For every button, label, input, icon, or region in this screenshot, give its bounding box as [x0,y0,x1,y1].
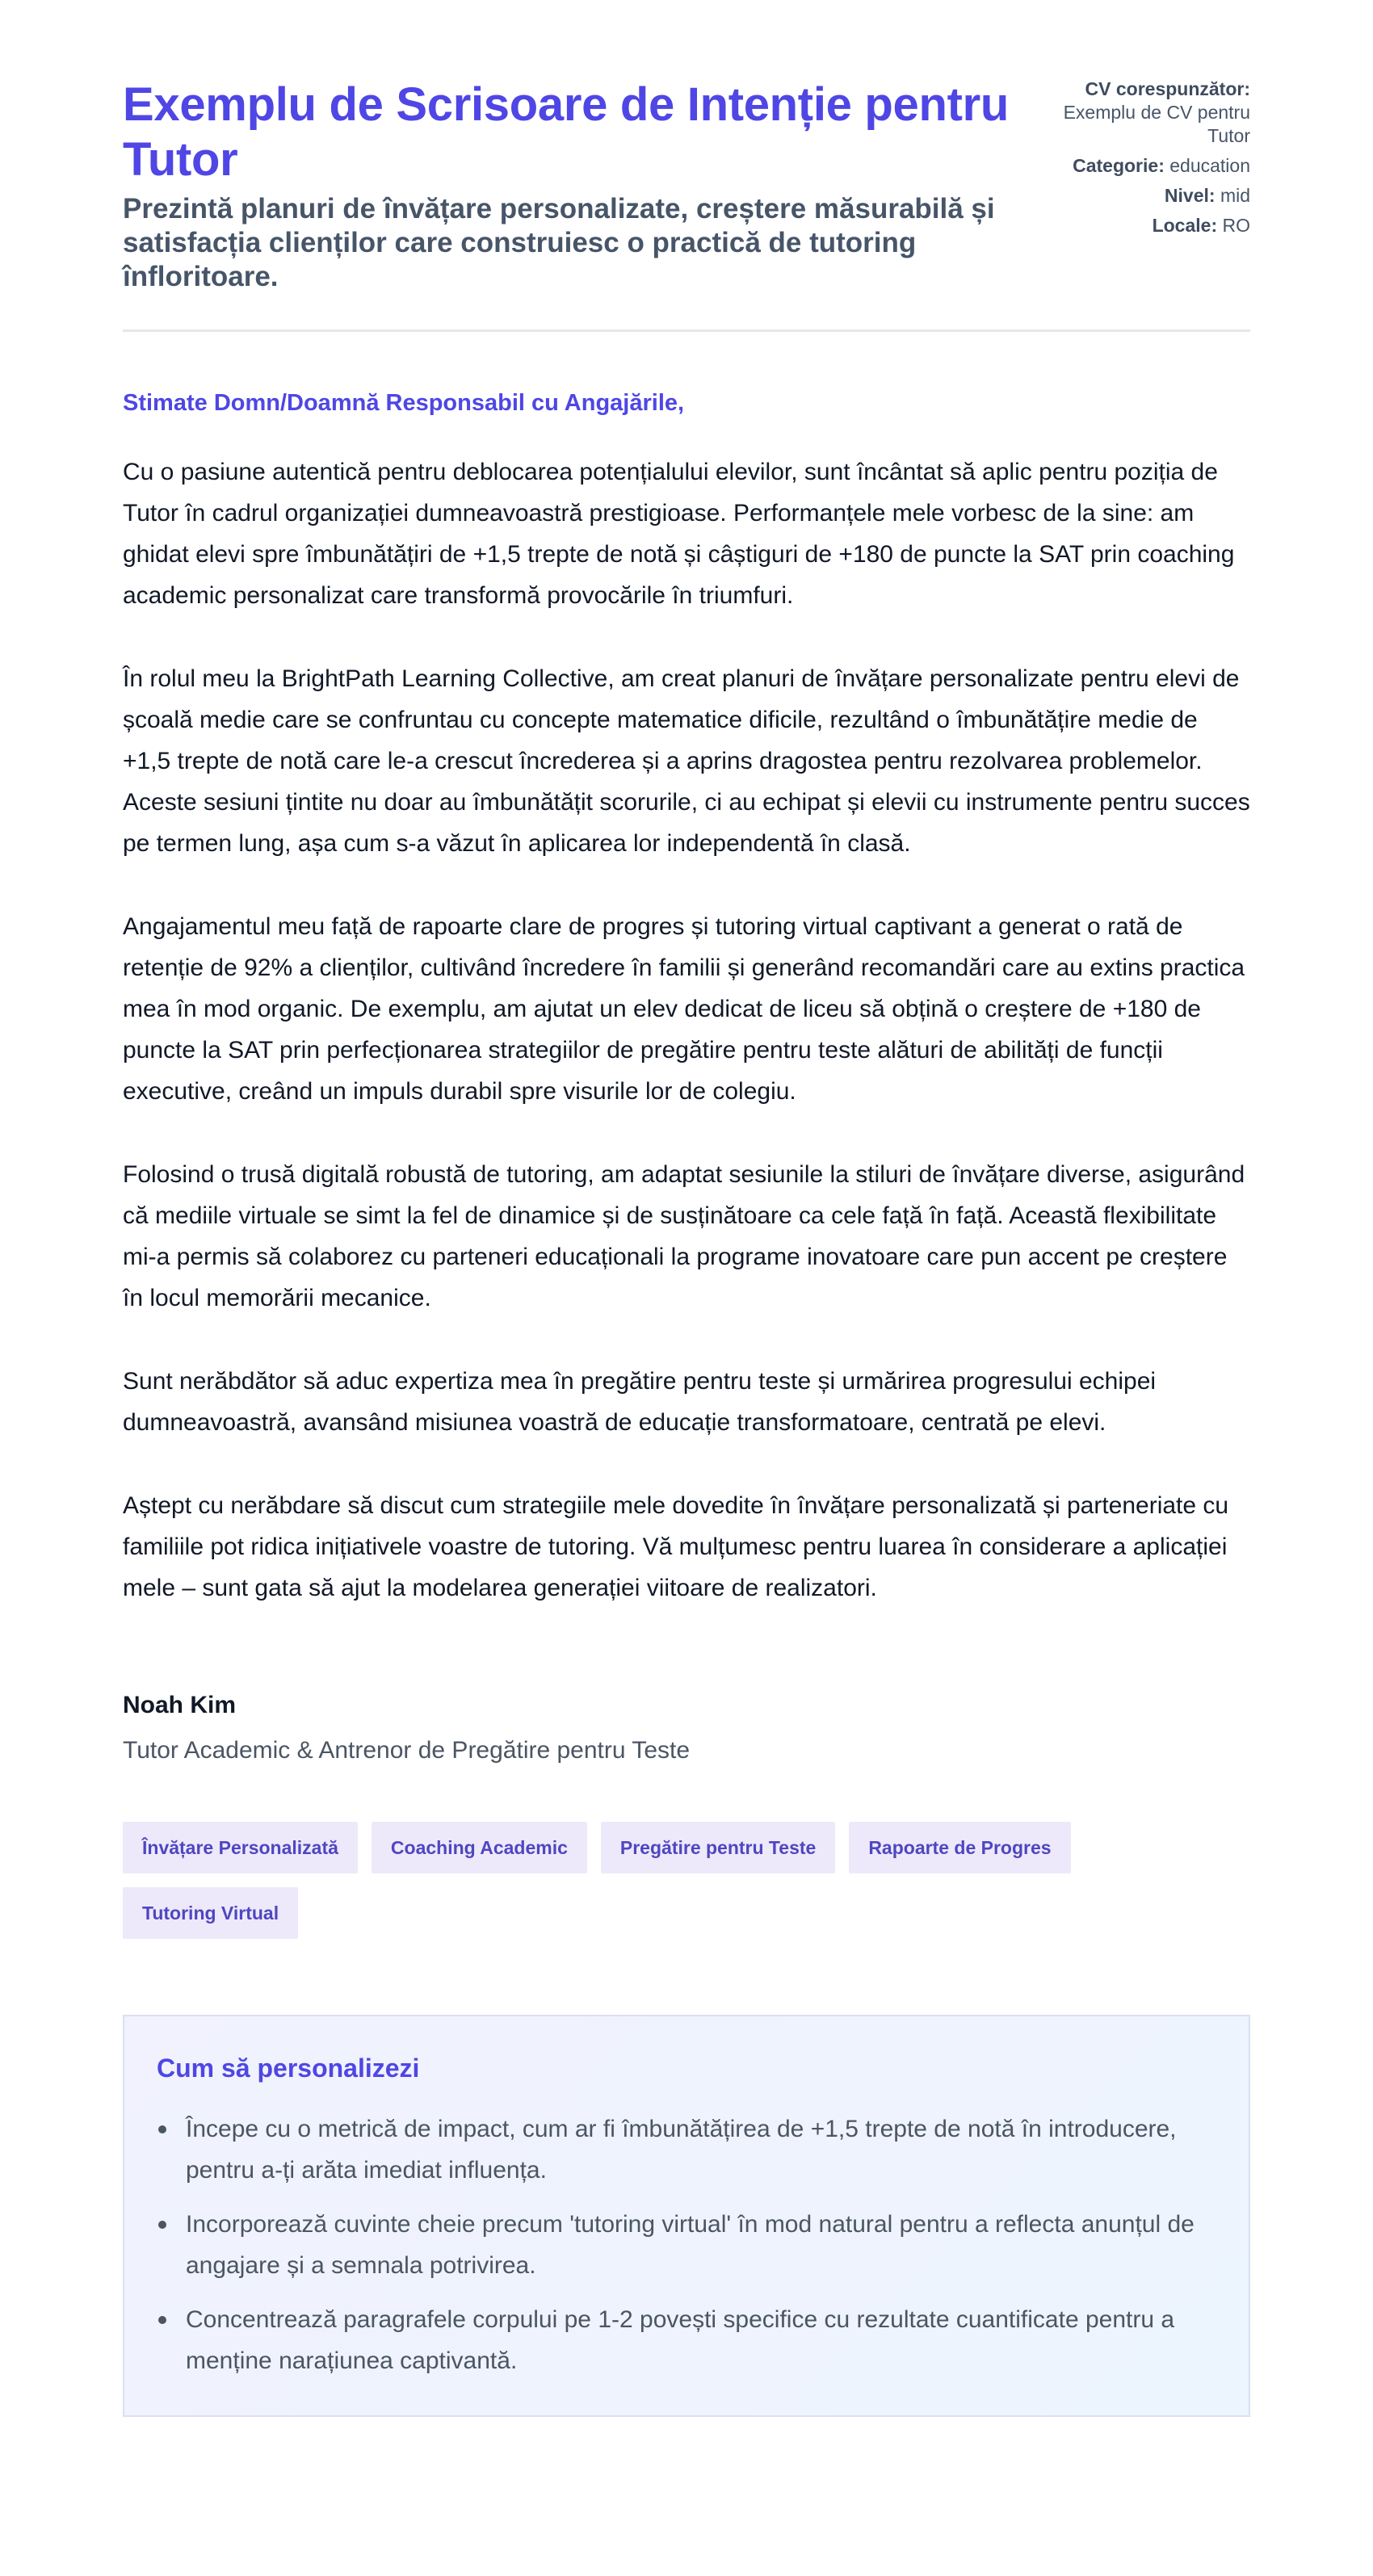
bullet-icon [158,2221,166,2229]
meta-level-label: Nivel: [1164,185,1216,206]
letter-body [123,388,1250,1609]
meta-cv-value: Exemplu de CV pentru Tutor [1063,102,1250,146]
bullet-icon [158,2125,166,2133]
letter-paragraphs [123,451,1250,1609]
meta-locale [1040,214,1250,237]
tips-item-text: Concentrează paragrafele corpului pe 1-2 povești specifice cu rezultate cuantificate pentru a menține narațiunea captivantă. [186,2306,1175,2374]
meta-category-label: Categorie: [1073,155,1165,176]
page-title: Exemplu de Scrisoare de Intenție pentru Tutor [123,78,1010,186]
signature-name: Noah Kim [123,1692,237,1718]
tips-title: Cum să personalizezi [157,2054,420,2083]
meta-locale-label: Locale: [1152,215,1218,236]
letter-paragraph: În rolul meu la BrightPath Learning Collective, am creat planuri de învățare personalizate pentru elevi de școală medie care se confruntau cu concepte matematice dificile, rezultând o îmbunătățire medie de +1,5 trepte de notă care le-a crescut încrederea și a aprins dragostea pentru rezolvarea problemelor. Aceste sesiuni țintite nu doar au îmbunătățit scorurile, ci au echipat și elevii cu instrumente pentru succes pe termen lung, așa cum s-a văzut în aplicarea lor independentă în clasă. [123,665,1250,857]
meta-locale-value: RO [1222,215,1250,236]
letter-paragraph: Cu o pasiune autentică pentru deblocarea potențialului elevilor, sunt încântat să aplic pentru poziția de Tutor în cadrul organizației dumneavoastră prestigioase. Performanțele mele vorbesc de la sine: am ghidat elevi spre îmbunătățiri de +1,5 trepte de notă și câștiguri de +180 de puncte la SAT prin coaching academic personalizat care transformă provocările în triumfuri. [123,459,1235,609]
skill-tag: Rapoarte de Progres [849,1822,1070,1873]
meta-category-value: education [1169,155,1250,176]
letter-paragraph: Aștept cu nerăbdare să discut cum strategiile mele dovedite în învățare personalizată și parteneriate cu familiile pot ridica inițiativele voastre de tutoring. Vă mulțumesc pentru luarea în considerare a aplicației mele – sunt gata să ajut la modelarea generației viitoare de realizatori. [123,1492,1229,1601]
tips-item-text: Începe cu o metrică de impact, cum ar fi îmbunătățirea de +1,5 trepte de notă în introducere, pentru a-ți arăta imediat influența. [186,2116,1177,2184]
tips-item [157,2204,1216,2286]
customization-tips-box [123,2015,1250,2417]
meta-category [1040,154,1250,178]
meta-cv-label: CV corespunzător: [1085,78,1250,99]
skill-tag: Tutoring Virtual [123,1887,298,1939]
tips-item [157,2108,1216,2191]
meta-cv [1040,78,1250,148]
letter-greeting: Stimate Domn/Doamnă Responsabil cu Angajările, [123,390,685,416]
meta-level-value: mid [1220,185,1250,206]
skill-tag: Învățare Personalizată [123,1822,358,1873]
skill-tags [123,1822,1132,1939]
page-header [123,78,1250,332]
bullet-icon [158,2316,166,2324]
meta-level [1040,184,1250,208]
page-subtitle: Prezintă planuri de învățare personalizate, creștere măsurabilă și satisfacția clienților care construiesc o practică de tutoring înfloritoare. [123,193,995,292]
tips-list [157,2108,1216,2381]
skill-tag: Coaching Academic [372,1822,587,1873]
letter-paragraph: Sunt nerăbdător să aduc expertiza mea în pregătire pentru teste și urmărirea progresului echipei dumneavoastră, avansând misiunea voastră de educație transformatoare, centrată pe elevi. [123,1368,1157,1436]
signature-title: Tutor Academic & Antrenor de Pregătire pentru Teste [123,1737,691,1764]
meta-panel [1040,78,1250,244]
tips-item-text: Incorporează cuvinte cheie precum 'tutoring virtual' în mod natural pentru a reflecta anunțul de angajare și a semnala potrivirea. [186,2211,1195,2279]
header-titles [123,78,1027,294]
tips-item [157,2299,1216,2381]
signature-block [123,1689,1250,1767]
skill-tag: Pregătire pentru Teste [601,1822,835,1873]
letter-paragraph: Folosind o trusă digitală robustă de tutoring, am adaptat sesiunile la stiluri de învățare diverse, asigurând că mediile virtuale se simt la fel de dinamice și de susținătoare ca cele față în față. Această flexibilitate mi-a permis să colaborez cu parteneri educaționali la programe inovatoare care pun accent pe creștere în locul memorării mecanice. [123,1161,1245,1311]
letter-paragraph: Angajamentul meu față de rapoarte clare de progres și tutoring virtual captivant a generat o rată de retenție de 92% a clienților, cultivând încredere în familii și generând recomandări care au extins practica mea în mod organic. De exemplu, am ajutat un elev dedicat de liceu să obțină o creștere de +180 de puncte la SAT prin perfecționarea strategiilor de pregătire pentru teste alături de abilități de funcții executive, creând un impuls durabil spre visurile lor de colegiu. [123,913,1245,1105]
